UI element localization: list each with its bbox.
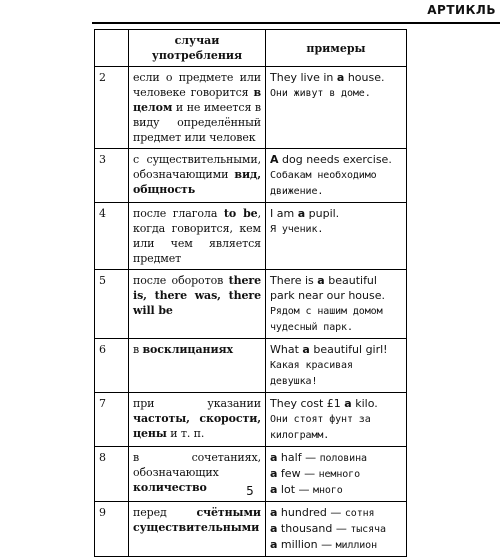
usage-description: [129, 339, 266, 393]
example-text: house.: [344, 71, 385, 84]
examples-cell: [266, 270, 407, 339]
example-text: thousand —: [277, 522, 351, 535]
usage-keyword: восклицаниях: [142, 343, 233, 356]
usage-description: [129, 203, 266, 270]
article-highlight: a: [344, 397, 352, 410]
example-text: pupil.: [305, 207, 340, 220]
usage-keyword: there is, there was, there will be: [133, 274, 261, 317]
usage-keyword: вид, общность: [133, 168, 261, 196]
examples-cell: [266, 339, 407, 393]
example-line: [270, 396, 402, 411]
article-highlight: a: [270, 451, 278, 464]
usage-text: в: [133, 343, 143, 356]
example-text: beautiful girl!: [309, 343, 388, 356]
example-translation: тысяча: [350, 524, 386, 535]
example-translation: Они стоят фунт за килограмм.: [270, 414, 371, 441]
usage-description: [129, 149, 266, 203]
example-text: few —: [277, 467, 319, 480]
article-highlight: a: [270, 522, 278, 535]
row-number: 2: [95, 67, 129, 149]
usage-description: [129, 393, 266, 447]
table-row: [95, 393, 407, 447]
example-translation: Я ученик.: [270, 224, 324, 235]
example-line: [270, 85, 402, 101]
example-text: dog needs exercise.: [278, 153, 392, 166]
usage-keyword: to be: [223, 207, 258, 220]
article-highlight: a: [270, 506, 278, 519]
article-usage-table: [94, 29, 407, 557]
header-cell-num: [95, 30, 129, 67]
table-header-row: [95, 30, 407, 67]
row-number: 4: [95, 203, 129, 270]
usage-text: перед: [133, 506, 197, 519]
example-translation: Собакам необходимо движение.: [270, 170, 377, 197]
example-line: [270, 357, 402, 389]
examples-cell: [266, 393, 407, 447]
example-text: beautiful park near our house.: [270, 274, 386, 302]
example-line: [270, 466, 402, 482]
example-line: [270, 70, 402, 85]
article-highlight: a: [336, 71, 345, 84]
page-number: 5: [246, 484, 254, 498]
usage-text: и не имеется в виду определённый предмет или человек: [133, 101, 261, 144]
table-body: [95, 67, 407, 557]
header-cell-usage: случаи употребления: [129, 30, 266, 67]
examples-cell: [266, 67, 407, 149]
article-highlight: a: [297, 207, 306, 220]
example-line: [270, 167, 402, 199]
usage-text: после глагола: [133, 207, 224, 220]
example-translation: половина: [319, 453, 367, 464]
usage-text: и т. п.: [166, 427, 205, 440]
table-row: [95, 270, 407, 339]
usage-text: при указании: [133, 397, 261, 410]
usage-text: с существительными, обозначающими: [133, 153, 261, 181]
usage-text: в сочетаниях, обозначающих: [133, 451, 261, 479]
row-number: 8: [95, 447, 129, 502]
row-number: 3: [95, 149, 129, 203]
running-header: [92, 0, 500, 24]
example-line: [270, 273, 402, 303]
article-highlight: a: [270, 483, 278, 496]
example-line: [270, 342, 402, 357]
row-number: 9: [95, 502, 129, 557]
example-translation: Они живут в доме.: [270, 88, 371, 99]
usage-description: [129, 67, 266, 149]
example-text: They cost £1: [270, 397, 345, 410]
example-line: [270, 303, 402, 335]
example-translation: Рядом с нашим домом чудесный парк.: [270, 306, 383, 333]
row-number: 5: [95, 270, 129, 339]
example-line: [270, 537, 402, 553]
example-line: [270, 505, 402, 521]
example-text: What: [270, 343, 303, 356]
example-text: half —: [277, 451, 320, 464]
article-highlight: a: [317, 274, 325, 287]
article-highlight: a: [270, 538, 278, 551]
article-highlight: a: [302, 343, 310, 356]
usage-keyword: в целом: [133, 86, 261, 114]
example-line: [270, 411, 402, 443]
usage-text: если о предмете или человеке говорится: [133, 71, 261, 99]
example-translation: много: [313, 485, 343, 496]
examples-cell: [266, 502, 407, 557]
usage-keyword: количество: [133, 481, 207, 494]
table-row: [95, 149, 407, 203]
example-line: [270, 221, 402, 237]
article-highlight: a: [270, 467, 278, 480]
usage-description: [129, 502, 266, 557]
usage-text: после оборотов: [133, 274, 229, 287]
example-translation: миллион: [335, 540, 378, 551]
example-line: [270, 206, 402, 221]
example-line: [270, 450, 402, 466]
table-row: [95, 203, 407, 270]
usage-keyword: частоты, скорости, цены: [133, 412, 261, 440]
example-text: They live in: [270, 71, 337, 84]
example-line: [270, 521, 402, 537]
example-text: lot —: [277, 483, 314, 496]
row-number: 6: [95, 339, 129, 393]
example-translation: немного: [318, 469, 361, 480]
usage-description: [129, 270, 266, 339]
example-text: hundred —: [277, 506, 345, 519]
example-text: million —: [277, 538, 336, 551]
table-row: [95, 339, 407, 393]
example-translation: Какая красивая девушка!: [270, 360, 353, 387]
examples-cell: [266, 203, 407, 270]
row-number: 7: [95, 393, 129, 447]
example-text: kilo.: [351, 397, 378, 410]
header-cell-examples: примеры: [266, 30, 407, 67]
example-translation: сотня: [344, 508, 375, 519]
article-highlight: A: [270, 153, 279, 166]
usage-keyword: счётными существительными: [133, 506, 261, 534]
table-row: [95, 67, 407, 149]
example-text: I am: [270, 207, 298, 220]
usage-text: , когда говорится, кем или чем является предмет: [133, 207, 261, 265]
example-text: There is: [270, 274, 318, 287]
example-line: [270, 152, 402, 167]
examples-cell: [266, 149, 407, 203]
table-row: [95, 502, 407, 557]
running-header-title: АРТИКЛЬ: [427, 3, 496, 17]
